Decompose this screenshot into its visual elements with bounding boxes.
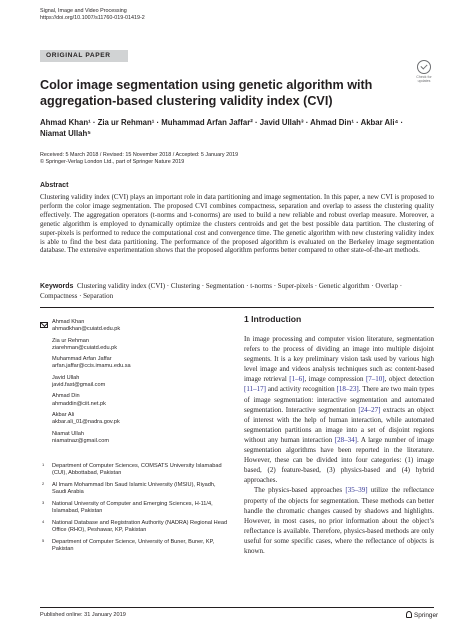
contact-list bbox=[52, 319, 222, 449]
abstract-heading: Abstract bbox=[40, 182, 69, 189]
contact-entry bbox=[52, 431, 222, 445]
contact-email[interactable]: arfan.jaffar@ccis.imamu.edu.sa bbox=[52, 363, 131, 370]
check-label-line1: Check for bbox=[416, 75, 432, 79]
keywords-text: Clustering validity index (CVI) · Clustering · Segmentation · t-norms · Super-pixels · Genetic algorithm · Overlap · Compactness · Separation bbox=[40, 282, 403, 300]
journal-header bbox=[40, 8, 145, 22]
check-for-updates[interactable] bbox=[411, 60, 437, 84]
contact-email[interactable]: ahmadkhan@cuiatd.edu.pk bbox=[52, 326, 121, 333]
text-run: utilize the reflectance property of the objects for segmentation. These methods can better handle the chromatic changes caused by shadows and highlights. However, in most cases, no prior information about the object’s reflectance is available. Therefore, physics-based methods are only useful for some specific cases, where the reflectance of objects is known. bbox=[244, 486, 434, 555]
text-run: extracts an object of interest with the help of human interaction, while automated segmentation partitions an image into a set of disjoint regions without any human interaction bbox=[244, 405, 434, 444]
doi-link[interactable]: https://doi.org/10.1007/s11760-019-01419-2 bbox=[40, 15, 145, 22]
introduction-heading: 1 Introduction bbox=[244, 314, 302, 324]
author-line-1: Ahmad Khan¹ · Zia ur Rehman¹ · Muhammad Arfan Jaffar² · Javid Ullah³ · Ahmad Din¹ · Akbar Ali⁴ · bbox=[40, 118, 404, 127]
contact-email[interactable]: akbar.ali_01@nadra.gov.pk bbox=[52, 419, 120, 426]
contact-name: Ahmad Khan bbox=[52, 319, 85, 325]
copyright-line: © Springer-Verlag London Ltd., part of Springer Nature 2019 bbox=[40, 159, 185, 166]
article-type-badge: ORIGINAL PAPER bbox=[40, 50, 128, 62]
contact-name: Ahmad Din bbox=[52, 393, 80, 400]
introduction-body bbox=[244, 334, 434, 556]
abstract-text: Clustering validity index (CVI) plays an important role in data partitioning and image segmentation. In this paper, a new CVI is proposed to perform the color image segmentation. The proposed CVI combines compactness, separation and overlap to assess the clustering quality effectively. The aggregation operators (t-norms and t-conorms) are used to build a new reliable and robust overlap measure. Moreover, a genetic algorithm is employed to dynamically optimize the clusters centroids and get the best possible data partition. The clustering of super-pixels is performed to reduce the computational cost and convergence time. The genetic algorithm with new clustering validity index is able to find the best data partitioning. The performance of the proposed algorithm is evaluated on the Berkeley image segmentation database. The extensive experimentation shows that the proposed algorithm performs better compared to other state-of-the-art methods. bbox=[40, 193, 434, 255]
contact-entry bbox=[52, 319, 222, 333]
contact-email[interactable]: ziarehman@cuiatd.edu.pk bbox=[52, 344, 118, 351]
affiliation-text: National University of Computer and Emerging Sciences, H-11/4, Islamabad, Pakistan bbox=[52, 501, 213, 515]
contact-entry bbox=[52, 356, 222, 370]
contact-name: Javid Ullah bbox=[52, 374, 80, 381]
citation-link[interactable]: [7–10] bbox=[365, 375, 385, 384]
contact-entry bbox=[52, 393, 222, 407]
affiliation-text: National Database and Registration Authority (NADRA) Regional Head Office (RHO), Peshawar, KP, Pakistan bbox=[52, 520, 228, 534]
contact-name: Akbar Ali bbox=[52, 411, 75, 418]
author-line-2: Niamat Ullah⁵ bbox=[40, 129, 91, 139]
text-run: . A large number of image segmentation algorithms have been reported in the literature. However, these can be divided into four categories: (1) image based, (2) feature-based, (3) physics-based and (4) hybrid approaches. bbox=[244, 435, 434, 485]
text-run: , image compression bbox=[304, 375, 366, 384]
affiliation-list bbox=[40, 463, 230, 558]
contact-name: Niamat Ullah bbox=[52, 430, 85, 437]
publisher-name: Springer bbox=[414, 612, 439, 619]
keywords bbox=[40, 282, 434, 301]
published-date: Published online: 31 January 2019 bbox=[40, 612, 126, 618]
intro-paragraph-1 bbox=[244, 334, 434, 485]
contact-entry bbox=[52, 412, 222, 426]
check-label-line2: updates bbox=[417, 79, 431, 84]
citation-link[interactable]: [11–17] bbox=[244, 385, 266, 394]
intro-paragraph-2 bbox=[244, 485, 434, 556]
affiliation-number: 3 bbox=[42, 500, 45, 505]
affiliation bbox=[40, 520, 230, 534]
citation-link[interactable]: [1–6] bbox=[289, 375, 305, 384]
affiliation-number: 2 bbox=[42, 481, 45, 486]
contact-email[interactable]: javid.fast@gmail.com bbox=[52, 381, 106, 388]
citation-link[interactable]: [18–23] bbox=[336, 385, 359, 394]
author-list bbox=[40, 117, 430, 140]
affiliation-number: 4 bbox=[42, 519, 45, 524]
article-dates bbox=[40, 152, 238, 166]
section-divider bbox=[40, 307, 434, 308]
text-run: In image processing and computer vision literature, segmentation refers to the process of dividing an image into multiple disjoint segments. It is a key preliminary vision task used by various high level image and videos analysis techniques such as: content-based image retrieval bbox=[244, 335, 434, 384]
contact-entry bbox=[52, 375, 222, 389]
affiliation bbox=[40, 539, 230, 553]
text-run: and activity recognition bbox=[265, 385, 337, 394]
affiliation-text: Department of Computer Sciences, COMSATS University Islamabad (CUI), Abbottabad, Pakistan bbox=[52, 463, 222, 477]
journal-name: Signal, Image and Video Processing bbox=[40, 8, 127, 14]
footer-divider bbox=[40, 607, 434, 608]
contact-email[interactable]: niamatnaz@gmail.com bbox=[52, 437, 109, 444]
email-icon bbox=[40, 322, 48, 328]
citation-link[interactable]: [28–34] bbox=[334, 435, 357, 444]
affiliation-number: 1 bbox=[42, 462, 45, 467]
affiliation bbox=[40, 501, 230, 515]
affiliation-number: 5 bbox=[42, 538, 45, 543]
contact-entry bbox=[52, 338, 222, 352]
text-run: The physics-based approaches bbox=[254, 486, 346, 495]
affiliation bbox=[40, 463, 230, 477]
affiliation-text: Al Imam Mohammad Ibn Saud Islamic University (IMSIU), Riyadh, Saudi Arabia bbox=[52, 482, 216, 496]
contact-name: Muhammad Arfan Jaffar bbox=[52, 356, 112, 363]
history-dates: Received: 5 March 2018 / Revised: 15 November 2018 / Accepted: 5 January 2019 bbox=[40, 152, 239, 158]
affiliation bbox=[40, 482, 230, 496]
citation-link[interactable]: [35–39] bbox=[345, 486, 368, 495]
text-run: . There are two main types of image segmentation: interactive segmentation and automated segmentation. Interactive segmentation bbox=[244, 385, 435, 414]
keywords-label: Keywords bbox=[40, 283, 74, 290]
affiliation-text: Department of Computer Science, University of Buner, Buner, KP, Pakistan bbox=[52, 539, 215, 553]
paper-title: Color image segmentation using genetic algorithm with aggregation-based clustering validity index (CVI) bbox=[40, 78, 373, 108]
text-run: , object detection bbox=[384, 375, 434, 384]
contact-email[interactable]: ahmaddin@ciit.net.pk bbox=[52, 400, 106, 407]
citation-link[interactable]: [24–27] bbox=[358, 405, 381, 414]
check-circle-icon bbox=[417, 60, 431, 74]
springer-horse-icon bbox=[406, 611, 412, 618]
contact-name: Zia ur Rehman bbox=[52, 337, 89, 344]
publisher-logo bbox=[406, 611, 438, 619]
